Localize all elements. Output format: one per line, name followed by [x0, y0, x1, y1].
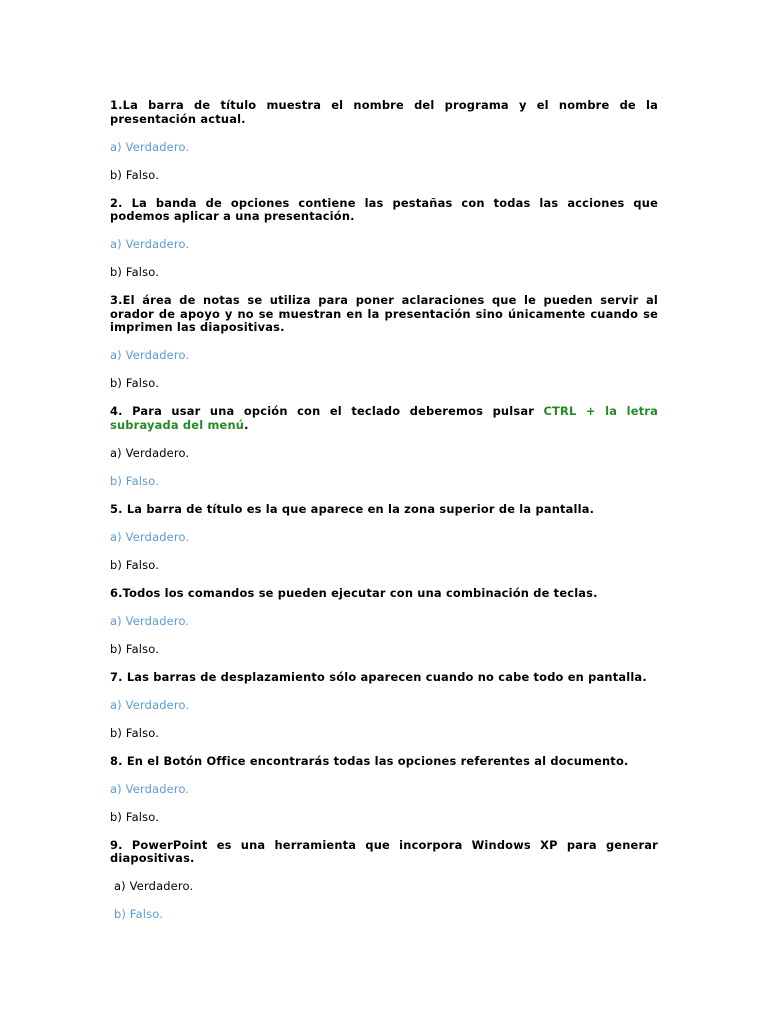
question-4-option-b: b) Falso.: [110, 473, 160, 488]
question-4-text-after: .: [244, 417, 249, 432]
question-8-option-a: a) Verdadero.: [110, 781, 190, 796]
question-block-5: [110, 503, 658, 587]
question-block-2: [110, 197, 658, 295]
question-2-option-a: a) Verdadero.: [110, 237, 190, 251]
question-6-text: 6.Todos los comandos se pueden ejecutar con una combinación de teclas.: [110, 585, 598, 600]
question-block-1: [110, 99, 658, 197]
question-block-8: [110, 755, 658, 839]
question-9-text: 9. PowerPoint es una herramienta que incorpora Windows XP para generar diapositivas.: [110, 837, 658, 865]
question-5-option-b: b) Falso.: [110, 557, 160, 572]
question-1-option-a: a) Verdadero.: [110, 139, 190, 154]
question-block-9: [110, 839, 658, 922]
quiz-document: [110, 99, 658, 922]
question-1-text: 1.La barra de título muestra el nombre del programa y el nombre de la presentación actual.: [110, 98, 658, 126]
question-6-option-a: a) Verdadero.: [110, 613, 190, 628]
question-3-text: 3.El área de notas se utiliza para poner aclaraciones que le pueden servir al orador de apoyo y no se muestran en la presentación sino únicamente cuando se imprimen las diapositivas.: [110, 293, 658, 334]
question-4-text: [110, 405, 658, 432]
question-3-option-a: a) Verdadero.: [110, 348, 190, 362]
question-1-option-b: b) Falso.: [110, 167, 160, 182]
question-5-text: 5. La barra de título es la que aparece en la zona superior de la pantalla.: [110, 501, 595, 516]
question-block-3: [110, 294, 658, 405]
question-7-option-b: b) Falso.: [110, 725, 160, 740]
question-3-option-b: b) Falso.: [110, 376, 160, 390]
question-block-4: [110, 405, 658, 503]
question-6-option-b: b) Falso.: [110, 641, 160, 656]
question-4-text-highlight: CTRL + la letra subrayada del menú: [110, 404, 658, 432]
question-9-option-b: b) Falso.: [114, 907, 164, 921]
question-2-text: 2. La banda de opciones contiene las pestañas con todas las acciones que podemos aplicar a una presentación.: [110, 195, 658, 223]
question-block-6: [110, 587, 658, 671]
question-block-7: [110, 671, 658, 755]
question-8-text: 8. En el Botón Office encontrarás todas las opciones referentes al documento.: [110, 753, 629, 768]
question-7-text: 7. Las barras de desplazamiento sólo aparecen cuando no cabe todo en pantalla.: [110, 669, 647, 684]
question-4-text-before: 4. Para usar una opción con el teclado deberemos pulsar: [110, 404, 544, 418]
question-5-option-a: a) Verdadero.: [110, 529, 190, 544]
question-7-option-a: a) Verdadero.: [110, 697, 190, 712]
question-4-option-a: a) Verdadero.: [110, 445, 190, 460]
question-8-option-b: b) Falso.: [110, 809, 160, 824]
question-2-option-b: b) Falso.: [110, 265, 160, 279]
question-9-option-a: a) Verdadero.: [114, 879, 194, 893]
